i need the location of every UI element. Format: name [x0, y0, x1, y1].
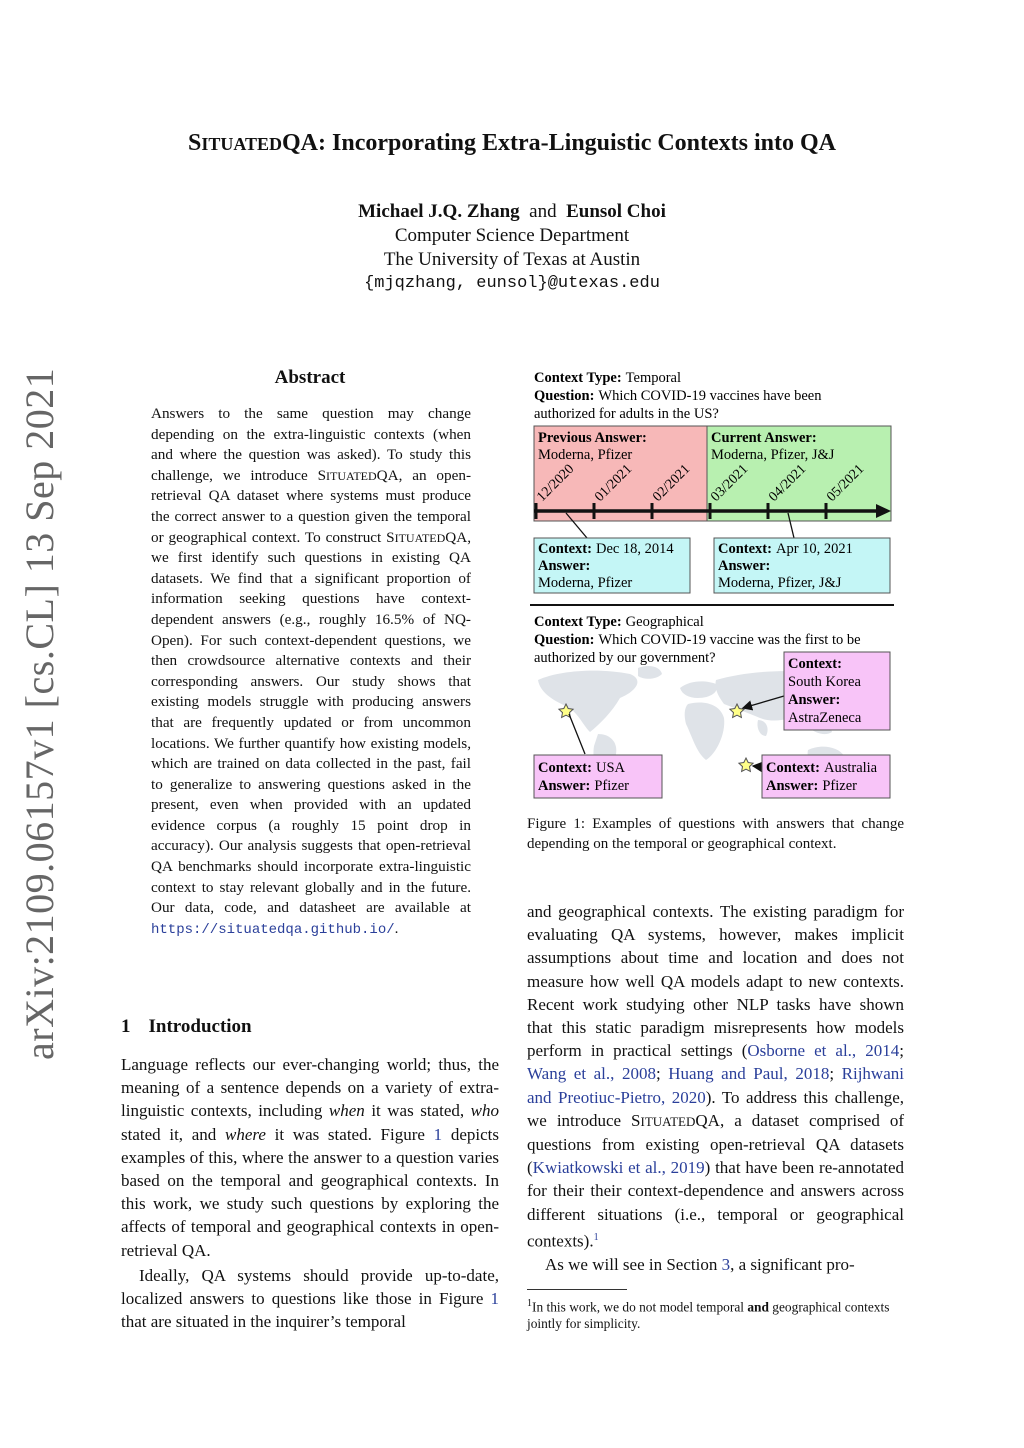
- context-1-answer-label: Answer:: [538, 558, 591, 574]
- temporal-context-type: Context Type: Temporal: [534, 370, 682, 386]
- author-block: Michael J.Q. Zhang and Eunsol Choi Computer Science Department The University of Texas at Austin {mjqzhang, eunsol}@utexas.edu: [0, 200, 1024, 296]
- university: The University of Texas at Austin: [383, 249, 641, 270]
- temporal-question: Question: Which COVID-19 vaccines have been: [534, 388, 822, 404]
- footnote-ref-link[interactable]: 1: [593, 1231, 599, 1243]
- australia-context: Context: Australia: [766, 760, 878, 776]
- figure-ref-link[interactable]: 1: [433, 1124, 443, 1144]
- citation-link[interactable]: Kwiatkowski et al., 2019: [532, 1158, 705, 1178]
- usa-context: Context: USA: [538, 760, 625, 776]
- citation-link[interactable]: Rijhwani and Preotiuc-Pietro, 2020: [527, 1064, 904, 1107]
- context-1-answer: Moderna, Pfizer: [538, 575, 633, 591]
- context-2-answer: Moderna, Pfizer, J&J: [718, 575, 842, 591]
- geo-question-line2: authorized by our government?: [534, 650, 716, 666]
- introduction-body: Language reflects our ever-changing world; thus, the meaning of a sentence depends on a variety of extra-linguistic contexts, including when it was stated, who stated it, and where it was stated. Figure 1 depicts examples of this, where the answer to a question varies based on the temporal and geographical contexts. In this work, we study such questions by exploring the affects of temporal and geographical contexts in open-retrieval QA. Ideally, QA systems should provide up-to-date, localized answers to questions like those in Figure 1 that are situated in the inquirer’s temporal: [121, 1055, 499, 1332]
- paper-title: SITUATEDQA: Incorporating Extra-Linguistic Contexts into QA: [187, 130, 837, 156]
- context-2-answer-label: Answer:: [718, 558, 771, 574]
- abstract-heading: Abstract: [274, 367, 346, 388]
- footnote: $^1$In this work, we do not model temporal and geographical contexts jointly for simplicity.: [527, 1298, 890, 1332]
- section-heading-introduction: 1 Introduction: [121, 1016, 252, 1037]
- korea-answer: AstraZeneca: [788, 710, 862, 726]
- section-ref-link[interactable]: 3: [721, 1254, 731, 1274]
- author-1: Michael J.Q. Zhang: [358, 201, 520, 222]
- citation-link[interactable]: Huang and Paul, 2018: [668, 1064, 830, 1084]
- department: Computer Science Department: [394, 225, 630, 246]
- korea-context-label: Context:: [788, 656, 842, 672]
- context-1-text: Context: Dec 18, 2014: [538, 541, 674, 557]
- figure-1: [520, 362, 904, 807]
- author-2: Eunsol Choi: [566, 201, 666, 222]
- abstract-body: Answers to the same question may change depending on the extra-linguistic contexts (when and where the question was asked). To study this challenge, we introduce SITUATEDQA, an open-retrieval QA dataset where systems must produce the correct answer to a question given the temporal or geographical context. To construct SITUATEDQA, we first identify such questions in existing QA datasets. We find that a significant proportion of information seeking questions have context-dependent answers (e.g., roughly 16.5% of NQ-Open). For such context-dependent questions, we then crowdsource alternative contexts and their corresponding answers. Our study shows that existing models struggle with producing answers that are frequently updated or from uncommon locations. We further quantify how existing models, which are trained on data collected in the past, fail to generalize to answering questions asked in the present, even when provided with an updated evidence corpus (a roughly 15 point drop in accuracy). Our analysis suggests that open-retrieval QA benchmarks should incorporate extra-linguistic context to stay relevant globally and in the future. Our data, code, and datasheet are available at https://situatedqa.github.io/.: [151, 405, 471, 938]
- current-answer-label: Current Answer:: [711, 430, 817, 446]
- timeline-tick-label: 12/2020: [534, 461, 578, 505]
- citation-link[interactable]: Wang et al., 2008: [527, 1064, 656, 1084]
- right-column-body: and geographical contexts. The existing paradigm for evaluating QA systems, however, makes implicit assumptions about time and location and does not measure how well QA models adapt to new contexts. Recent work studying other NLP tasks have shown that this static paradigm misrepresents how models perform in practical settings (Osborne et al., 2014; Wang et al., 2008; Huang and Paul, 2018; Rijhwani and Preotiuc-Pietro, 2020). To address this challenge, we introduce SITUATEDQA, a dataset comprised of questions from existing open-retrieval QA datasets (Kwiatkowski et al., 2019) that have been re-annotated for their their context-dependence and answers across different situations (i.e., temporal or geographical contexts).$^1$ As we will see in Section 3, a significant pro-: [527, 902, 904, 1274]
- previous-answer-label: Previous Answer:: [538, 430, 647, 446]
- australia-star-icon: [739, 758, 753, 772]
- previous-answer-value: Moderna, Pfizer: [538, 447, 633, 463]
- timeline-tick-label: 01/2021: [592, 461, 636, 505]
- timeline-tick-label: 02/2021: [650, 461, 694, 505]
- geo-context-type: Context Type: Geographical: [534, 614, 704, 630]
- figure-ref-link[interactable]: 1: [490, 1289, 499, 1309]
- citation-link[interactable]: Osborne et al., 2014: [747, 1041, 900, 1061]
- australia-answer: Answer: Pfizer: [766, 778, 857, 794]
- korea-context-value: South Korea: [788, 674, 861, 690]
- arxiv-identifier: arXiv:2109.06157v1 [cs.CL] 13 Sep 2021: [17, 367, 62, 1060]
- figure-caption: Figure 1: Examples of questions with answers that change depending on the temporal or geographical context.: [527, 816, 904, 852]
- timeline-tick-label: 05/2021: [824, 461, 868, 505]
- footnote-rule: [527, 1289, 627, 1290]
- geo-question: Question: Which COVID-19 vaccine was the first to be: [534, 632, 861, 648]
- email: {mjqzhang, eunsol}@utexas.edu: [364, 274, 660, 293]
- timeline-tick-label: 04/2021: [766, 461, 810, 505]
- usa-answer: Answer: Pfizer: [538, 778, 629, 794]
- dataset-url-link[interactable]: https://situatedqa.github.io/: [151, 921, 395, 938]
- context-2-text: Context: Apr 10, 2021: [718, 541, 853, 557]
- timeline-tick-label: 03/2021: [708, 461, 752, 505]
- current-answer-value: Moderna, Pfizer, J&J: [711, 447, 835, 463]
- korea-answer-label: Answer:: [788, 692, 841, 708]
- temporal-question-line2: authorized for adults in the US?: [534, 406, 719, 422]
